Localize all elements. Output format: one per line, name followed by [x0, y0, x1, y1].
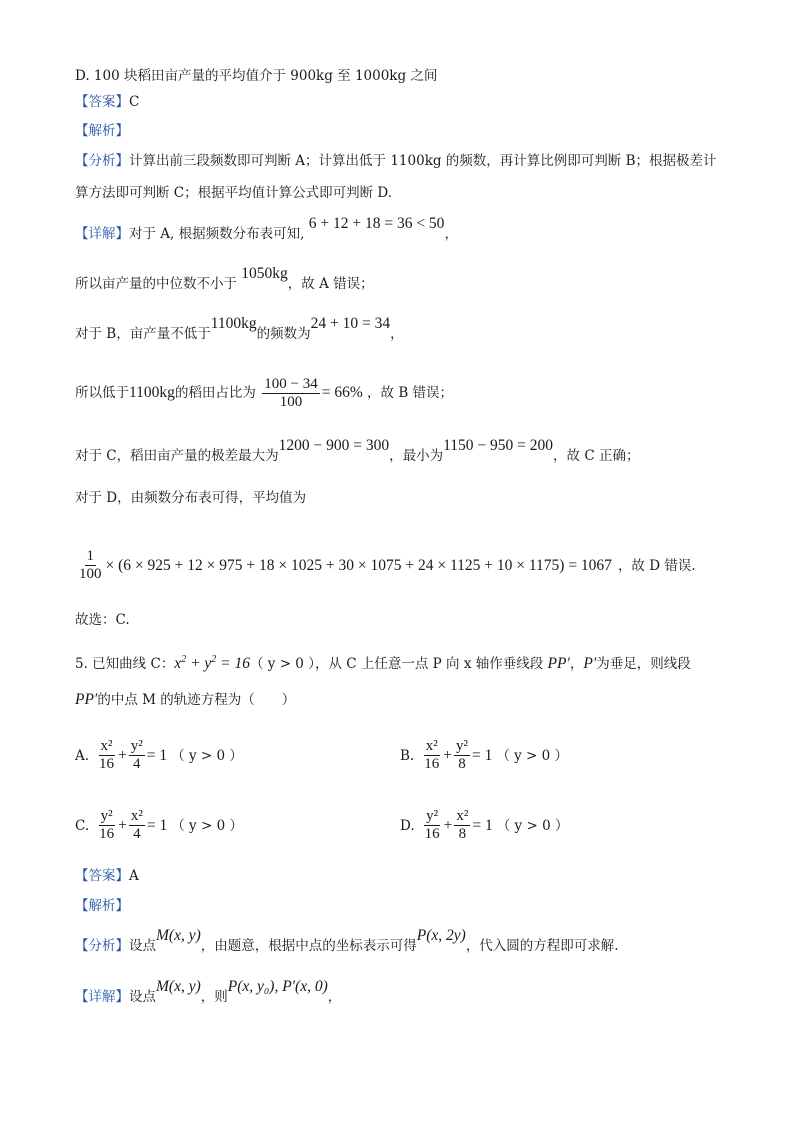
xiangjie-tag: 【详解】 — [75, 989, 129, 1005]
detail-text: ，则 — [200, 989, 228, 1005]
fraction — [262, 376, 319, 411]
stem-text: 为垂足，则线段 — [596, 656, 691, 673]
detail-text: ，故 B 错误； — [367, 385, 454, 401]
numerator: x² — [456, 808, 469, 824]
fenxi-text: 设点 — [129, 938, 156, 954]
fraction — [129, 738, 145, 773]
q4-detail-line1 — [75, 215, 458, 244]
q5-option-a[interactable]: A. $\frac{\text{x²}}{16}$ + $\frac{\text{y²}}{4}$ = 1 （ y > 0 ） — [75, 738, 243, 772]
q5-detail-line — [75, 978, 342, 1007]
q4-detail-line2 — [75, 265, 374, 294]
denominator: 100 — [79, 566, 102, 582]
math-expr: P(x, 2y) — [416, 927, 466, 944]
detail-text: ，故 C 正确； — [553, 448, 640, 464]
denominator: 8 — [458, 826, 467, 842]
denominator: 4 — [133, 756, 141, 772]
condition: （ y > 0 ） — [496, 747, 569, 764]
fenxi-text: ，由题意，根据中点的坐标表示可得 — [200, 938, 417, 954]
q4-select: 故选：C. — [75, 612, 130, 628]
numerator: y² — [455, 738, 468, 754]
option-label: B. — [400, 747, 415, 764]
numerator: 100 − 34 — [264, 376, 318, 392]
detail-text: 所以亩产量的中位数不小于 — [75, 276, 237, 292]
stem-text: 5. 已知曲线 C： — [75, 656, 175, 673]
q4-fenxi-line1 — [75, 151, 717, 171]
punct: ， — [444, 226, 458, 242]
q5-answer-line — [75, 866, 139, 886]
q5-option-d[interactable]: D. $\frac{\text{y²}}{16}$ + $\frac{\text{x²}}{8}$ = 1 （ y > 0 ） — [400, 808, 569, 842]
fraction — [97, 738, 116, 773]
answer-value: C — [129, 94, 140, 110]
denominator: 16 — [99, 826, 115, 842]
condition: （ y > 0 ） — [496, 817, 569, 834]
math-expr: = 66% — [321, 384, 363, 401]
fraction — [454, 738, 470, 773]
punct: ， — [569, 656, 584, 673]
denominator: 16 — [424, 756, 440, 772]
denominator: 16 — [424, 826, 440, 842]
q5-analysis-tag — [75, 896, 129, 916]
math-expr: P(x, y₀), P′(x, 0) — [227, 978, 328, 995]
q4-analysis-tag — [75, 121, 129, 141]
q4-answer-line — [75, 92, 139, 112]
q4-detail-line4 — [75, 376, 453, 411]
detail-text: 对于 C，稻田亩产量的极差最大为 — [75, 448, 279, 464]
q4-detail-line7 — [75, 548, 696, 583]
numerator: y² — [100, 808, 113, 824]
punct: ， — [390, 326, 404, 342]
numerator: 1 — [86, 548, 94, 564]
fraction — [129, 808, 145, 843]
detail-text: 对于 A, 根据频数分布表可知, — [129, 226, 305, 242]
math-expr: = 1 — [146, 746, 168, 764]
option-label: D. — [400, 817, 415, 834]
fraction — [77, 548, 104, 583]
math-expr: M(x, y) — [156, 927, 201, 944]
math-expr: = 1 — [472, 816, 493, 834]
q4-option-d: D. 100 块稻田亩产量的平均值介于 900kg 至 1000kg 之间 — [75, 68, 438, 84]
numerator: x² — [425, 738, 438, 754]
detail-text: 所以低于 — [75, 385, 129, 401]
option-label: A. — [75, 747, 90, 764]
stem-text: 的中点 M 的轨迹方程为（ ） — [97, 692, 296, 708]
numerator: x² — [130, 808, 143, 824]
detail-text: 的稻田占比为 — [174, 385, 256, 401]
fenxi-tag: 【分析】 — [75, 938, 129, 954]
detail-text: ，故 D 错误. — [617, 557, 696, 574]
denominator: 4 — [133, 826, 141, 842]
xiangjie-tag: 【详解】 — [75, 226, 129, 242]
numerator: y² — [130, 738, 143, 754]
q5-stem-line1 — [75, 650, 691, 674]
fenxi-text: ，代入圆的方程即可求解. — [465, 938, 619, 954]
condition: （ y > 0 ） — [171, 747, 243, 764]
math-expr: P′ — [583, 655, 597, 673]
math-expr: 1100kg — [210, 315, 257, 332]
math-expr: × (6 × 925 + 12 × 975 + 18 × 1025 + 30 × 1075 + 24 × 1125 + 10 × 1175) = 1067 — [105, 556, 612, 574]
denominator: 8 — [458, 756, 466, 772]
detail-text: ，故 A 错误； — [287, 276, 374, 292]
math-expr: = 1 — [146, 816, 168, 834]
q5-option-c[interactable]: C. $\frac{\text{y²}}{16}$ + $\frac{\text{x²}}{4}$ = 1 （ y > 0 ） — [75, 808, 243, 842]
q4-detail-line6: 对于 D，由频数分布表可得，平均值为 — [75, 490, 307, 506]
q4-detail-line5 — [75, 437, 640, 466]
fenxi-tag: 【分析】 — [75, 153, 129, 169]
math-expr: PP′ — [75, 691, 98, 708]
detail-text: 的频数为 — [256, 326, 311, 342]
stem-text: ，从 C 上任意一点 P 向 x 轴作垂线段 — [314, 656, 544, 673]
math-expr: = 1 — [471, 746, 493, 764]
stem-text: （ y > 0 ） — [250, 656, 315, 673]
q4-fenxi-line2: 算方法即可判断 C；根据平均值计算公式即可判断 D. — [75, 185, 393, 201]
numerator: y² — [426, 808, 439, 824]
denominator: 16 — [99, 756, 115, 772]
math-expr: PP′ — [547, 655, 570, 673]
circle-equation: $x^2 + y^2 = 16$ — [174, 654, 250, 673]
q4-detail-line3 — [75, 315, 404, 344]
math-expr: 6 + 12 + 18 = 36 < 50 — [308, 215, 445, 232]
fraction — [97, 808, 116, 843]
q5-fenxi-line — [75, 927, 619, 956]
q5-option-b[interactable]: B. $\frac{\text{x²}}{16}$ + $\frac{\text{y²}}{8}$ = 1 （ y > 0 ） — [400, 738, 569, 772]
fraction — [423, 808, 442, 843]
analysis-tag: 【解析】 — [75, 898, 129, 914]
math-expr: 1100kg — [129, 384, 175, 401]
fenxi-text: 计算出前三段频数即可判断 A；计算出低于 1100kg 的频数，再计算比例即可判断 B；根据极差计 — [129, 153, 717, 169]
detail-text: 对于 B，亩产量不低于 — [75, 326, 211, 342]
option-label: C. — [75, 817, 90, 834]
punct: ， — [327, 989, 342, 1005]
answer-tag: 【答案】 — [75, 94, 129, 110]
detail-text: ，最小为 — [389, 448, 444, 464]
analysis-tag: 【解析】 — [75, 123, 129, 139]
q5-stem-line2 — [75, 690, 295, 710]
fraction — [454, 808, 470, 843]
math-expr: 1200 − 900 = 300 — [278, 437, 390, 454]
answer-value: A — [129, 868, 139, 884]
denominator: 100 — [279, 394, 303, 410]
condition: （ y > 0 ） — [171, 817, 243, 834]
numerator: x² — [100, 738, 113, 754]
detail-text: 设点 — [129, 989, 156, 1005]
math-expr: M(x, y) — [156, 978, 201, 995]
fraction — [422, 738, 441, 773]
math-expr: 24 + 10 = 34 — [310, 315, 391, 332]
math-expr: 1150 − 950 = 200 — [443, 437, 554, 454]
answer-tag: 【答案】 — [75, 868, 129, 884]
math-expr: 1050kg — [241, 265, 288, 282]
